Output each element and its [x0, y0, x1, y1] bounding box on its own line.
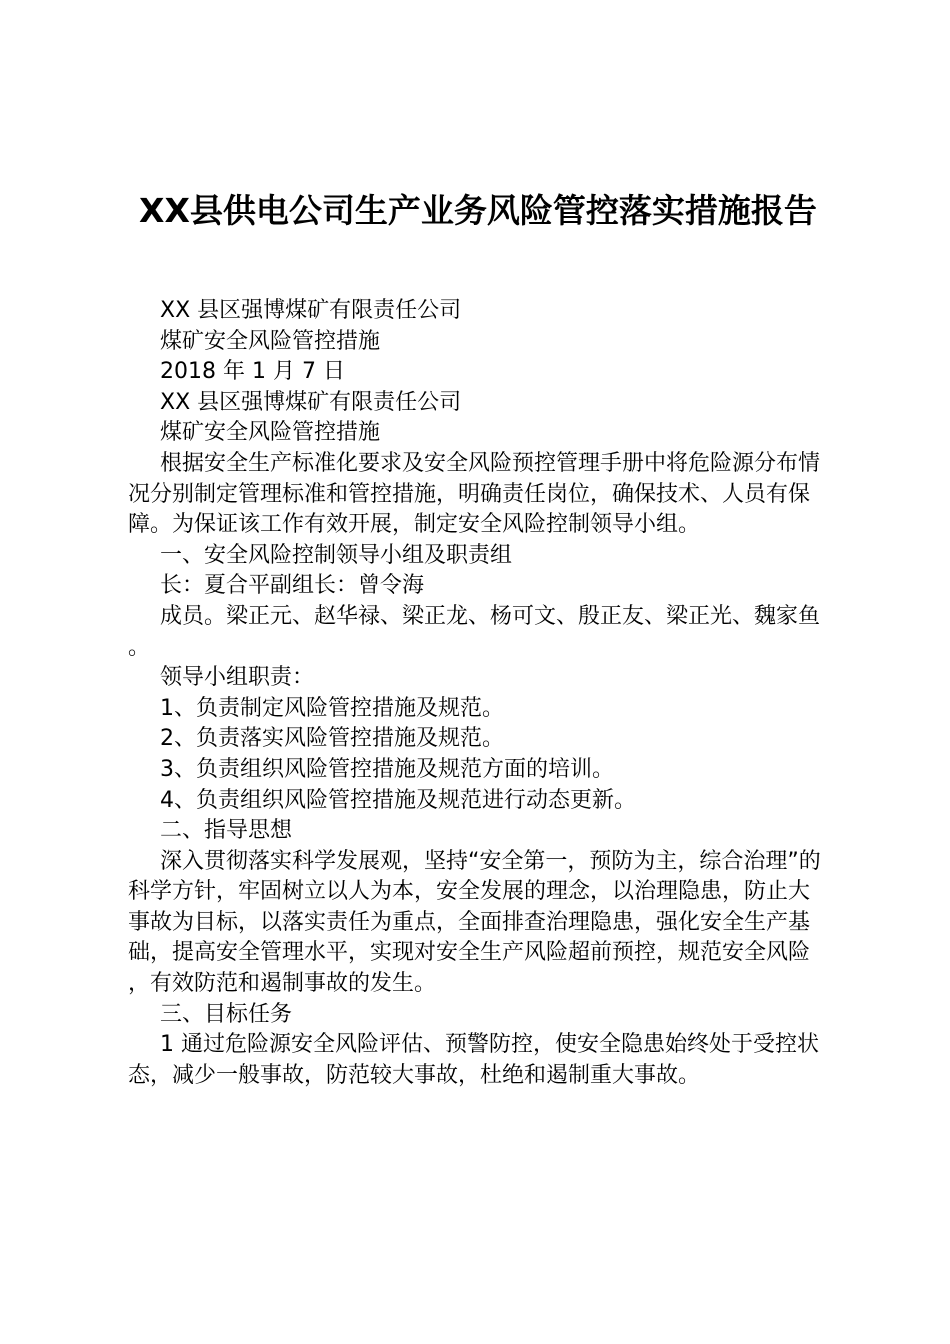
list-item-duty-2: 2、负责落实风险管控措施及规范。	[160, 726, 504, 752]
section-heading-3: 三、目标任务	[160, 1001, 293, 1027]
paragraph-subtitle-1: 煤矿安全风险管控措施	[160, 328, 381, 354]
paragraph-members: 成员。梁正元、赵华禄、梁正龙、杨可文、殷正友、梁正光、魏家鱼。	[128, 603, 821, 660]
paragraph-duties-heading: 领导小组职责：	[160, 665, 315, 691]
paragraph-leaders: 长：夏合平副组长：曾令海	[160, 573, 425, 599]
section-heading-1: 一、安全风险控制领导小组及职责组	[160, 542, 513, 568]
list-item-duty-4: 4、负责组织风险管控措施及规范进行动态更新。	[160, 787, 636, 813]
paragraph-company-name-1: XX 县区强博煤矿有限责任公司	[160, 298, 462, 323]
list-item-duty-1: 1、负责制定风险管控措施及规范。	[160, 695, 504, 721]
section-heading-2: 二、指导思想	[160, 818, 293, 844]
document-body	[128, 296, 828, 1091]
paragraph-intro: 根据安全生产标准化要求及安全风险预控管理手册中将危险源分布情况分别制定管理标准和管控措施，明确责任岗位，确保技术、人员有保障。为保证该工作有效开展，制定安全风险控制领导小组。	[128, 450, 821, 538]
paragraph-target-1: 1 通过危险源安全风险评估、预警防控，使安全隐患始终处于受控状态，减少一般事故，防范较大事故，杜绝和遏制重大事故。	[128, 1032, 819, 1088]
paragraph-guiding-thought: 深入贯彻落实科学发展观，坚持“安全第一，预防为主，综合治理”的科学方针，牢固树立以人为本，安全发展的理念，以治理隐患，防止大事故为目标，以落实责任为重点，全面排查治理隐患，强化安全生产基础，提高安全管理水平，实现对安全生产风险超前预控，规范安全风险，有效防范和遏制事故的发生。	[128, 848, 821, 997]
paragraph-company-name-2: XX 县区强博煤矿有限责任公司	[160, 389, 462, 415]
paragraph-date: 2018 年 1 月 7 日	[160, 359, 345, 385]
paragraph-subtitle-2: 煤矿安全风险管控措施	[160, 420, 381, 446]
document-title: XX县供电公司生产业务风险管控落实措施报告	[139, 191, 817, 230]
list-item-duty-3: 3、负责组织风险管控措施及规范方面的培训。	[160, 756, 614, 782]
